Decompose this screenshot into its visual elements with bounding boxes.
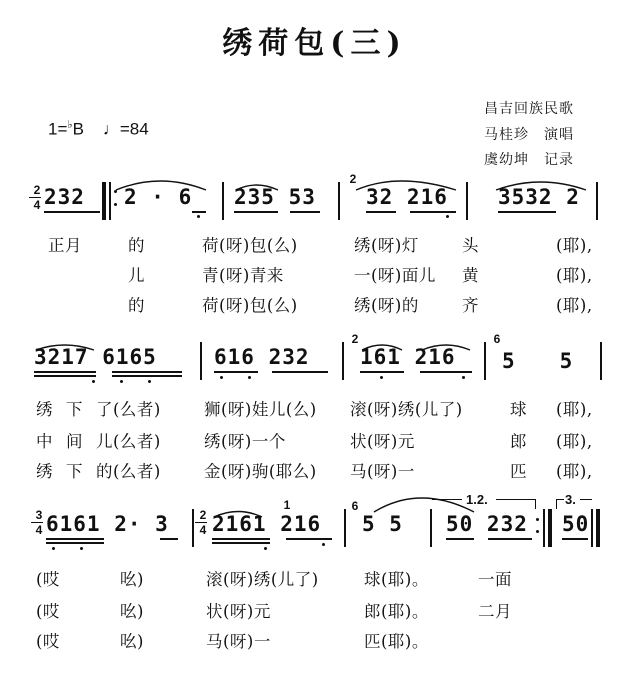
first-ending-label: 1.2. [466, 492, 488, 507]
lyric: 匹 [510, 462, 527, 481]
lyric: 儿 [128, 266, 145, 285]
lyric: (耶), [556, 462, 593, 481]
lyric: (耶), [556, 432, 593, 451]
lyric: 球(耶)。 [364, 570, 429, 589]
time-signature-numerator: 2 [33, 183, 41, 197]
lyric: 滚(呀)绣(儿了) [350, 400, 463, 419]
lyric: 匹(耶)。 [364, 632, 429, 651]
credit-singer: 马桂珍 演唱 [484, 127, 574, 143]
lyric: 头 [462, 236, 479, 255]
lyric: (耶), [556, 266, 593, 285]
lyric: 绣(呀)的 [354, 296, 419, 315]
notes-r3-m5: 50 [562, 512, 590, 536]
quarter-note-icon: ♩ [102, 119, 120, 139]
time-signature-numerator: 2 [199, 508, 207, 522]
notes-r1-m3: 32 216 [366, 185, 448, 209]
lyric: 二月 [478, 602, 512, 621]
notes-r1-pickup: 232 [44, 185, 85, 209]
key-signature: 1=♭B ♩=84 [48, 119, 149, 139]
second-ending-label: 3. [565, 492, 576, 507]
lyric: 吆) [120, 632, 144, 651]
notes-r3-m1: 6161 2· 3 [46, 512, 169, 536]
lyric: 间 [66, 432, 83, 451]
lyric: 中 [36, 432, 53, 451]
lyric: 儿(么者) [96, 432, 161, 451]
lyric: 荷(呀)包(么) [202, 296, 298, 315]
credit-origin: 昌吉回族民歌 [484, 101, 574, 117]
notes-r1-m1: 2 · 6 [124, 185, 193, 209]
time-signature-change: 2 [349, 172, 357, 186]
notes-r1-m2: 235 53 [234, 185, 316, 209]
lyric: 一(呀)面儿 [354, 266, 436, 285]
lyric: 状(呀)元 [206, 602, 271, 621]
lyric: 的(么者) [96, 462, 161, 481]
lyric: 吆) [120, 570, 144, 589]
time-signature-change: 2 [351, 332, 359, 346]
lyric: 郎(耶)。 [364, 602, 429, 621]
time-signature-denominator: 4 [35, 523, 43, 537]
lyric: 金(呀)驹(耶么) [204, 462, 317, 481]
lyric: 滚(呀)绣(儿了) [206, 570, 319, 589]
time-signature-denominator: 4 [33, 198, 41, 212]
lyric: 正月 [48, 236, 82, 255]
notes-r2-m1: 3217 6165 [34, 345, 157, 369]
lyric: (哎 [36, 632, 60, 651]
lyric: 的 [128, 236, 145, 255]
lyric: 球 [510, 400, 527, 419]
song-title: 绣荷包(三) [222, 26, 407, 61]
lyric: (哎 [36, 602, 60, 621]
lyric: 绣 [36, 462, 53, 481]
lyric: 青(呀)青来 [202, 266, 284, 285]
credit-recorder: 虞幼坤 记录 [484, 152, 574, 168]
lyric: 马(呀)一 [206, 632, 271, 651]
lyric: (耶), [556, 296, 593, 315]
lyric: 绣(呀)一个 [204, 432, 286, 451]
lyric: (耶), [556, 400, 593, 419]
lyric: 绣 [36, 400, 53, 419]
grace-note: 1 [283, 498, 291, 512]
lyric: (耶), [556, 236, 593, 255]
lyric: 下 [66, 462, 83, 481]
notes-r1-m4: 3532 2 [498, 185, 580, 209]
notes-r3-m4: 50 232 [446, 512, 528, 536]
lyric: 一面 [478, 570, 512, 589]
lyric: 下 [66, 400, 83, 419]
lyric: 了(么者) [96, 400, 161, 419]
lyric: 的 [128, 296, 145, 315]
lyric: 荷(呀)包(么) [202, 236, 298, 255]
lyric: 狮(呀)娃儿(么) [204, 400, 317, 419]
lyric: 绣(呀)灯 [354, 236, 419, 255]
notes-r3-m3: 5 5 [362, 512, 403, 536]
notes-r3-m2: 2161 216 [212, 512, 322, 536]
time-signature-numerator: 3 [35, 508, 43, 522]
lyric: 郎 [510, 432, 527, 451]
lyric: 黄 [462, 266, 479, 285]
notes-r2-m4: 5 5 [502, 349, 574, 373]
time-signature-change: 6 [351, 499, 359, 513]
notes-r2-m3: 161 216 [360, 345, 456, 369]
lyric: 吆) [120, 602, 144, 621]
time-signature-denominator: 4 [199, 523, 207, 537]
notes-r2-m2: 616 232 [214, 345, 310, 369]
time-signature-change: 6 [493, 332, 501, 346]
flat-icon: ♭ [67, 119, 73, 131]
lyric: 状(呀)元 [350, 432, 415, 451]
lyric: 齐 [462, 296, 479, 315]
lyric: (哎 [36, 570, 60, 589]
lyric: 马(呀)一 [350, 462, 415, 481]
